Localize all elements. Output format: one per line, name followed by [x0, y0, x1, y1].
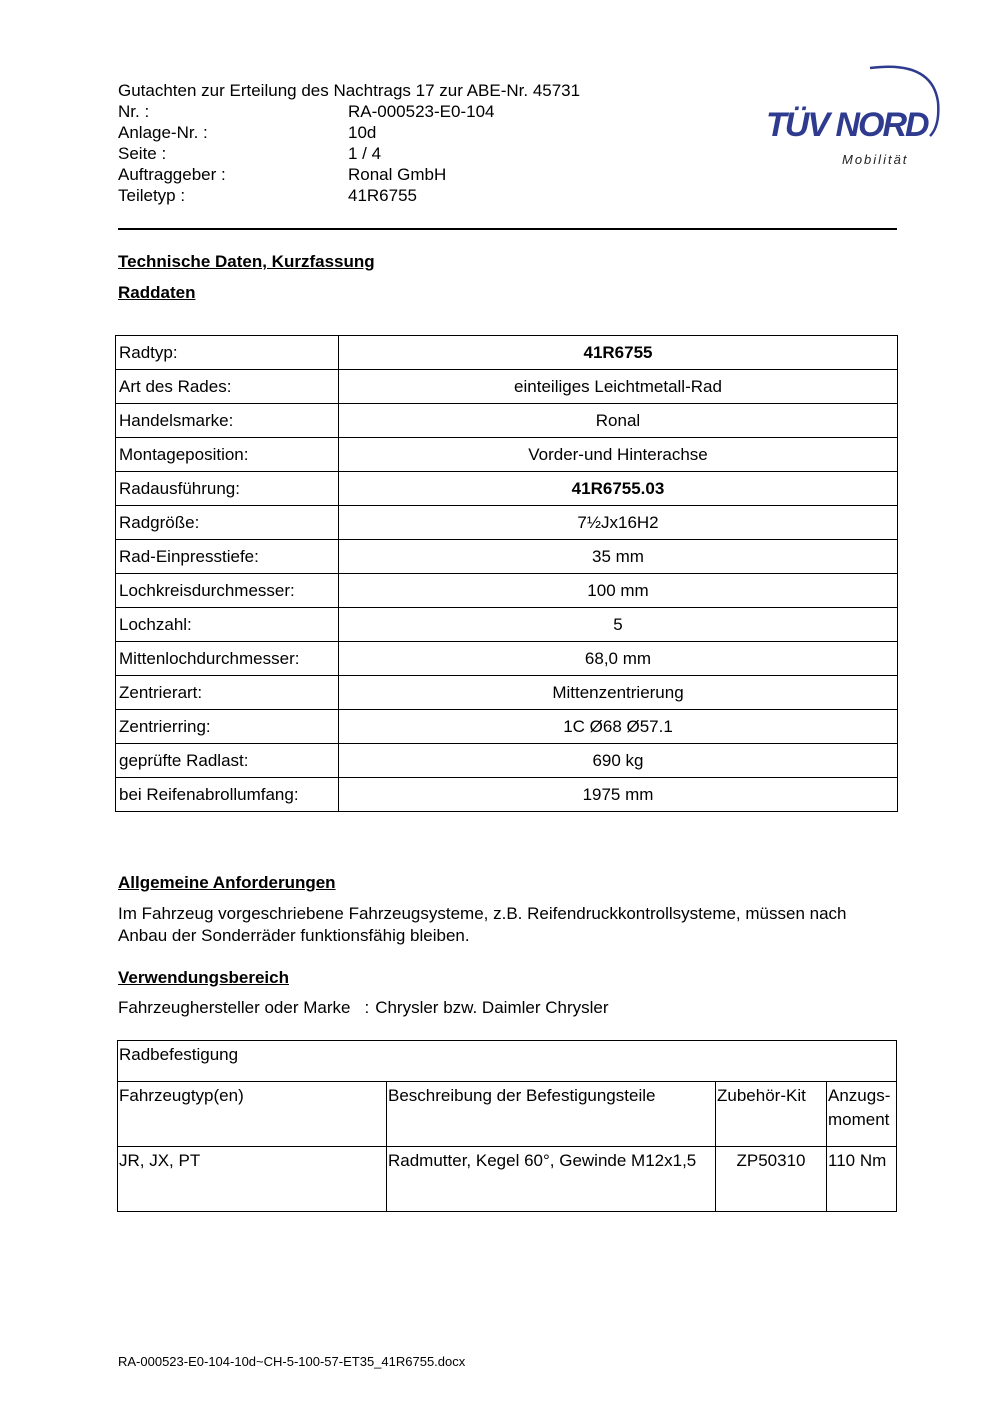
- raddaten-value: 41R6755: [339, 336, 898, 370]
- header-row-anlage: [118, 122, 638, 143]
- header-label: Nr. :: [118, 102, 150, 121]
- table-row: [118, 1147, 897, 1212]
- raddaten-value: 690 kg: [339, 744, 898, 778]
- table-row: [116, 778, 898, 812]
- raddaten-label: Radgröße:: [116, 506, 339, 540]
- table-row: [116, 744, 898, 778]
- raddaten-label: bei Reifenabrollumfang:: [116, 778, 339, 812]
- header-value: RA-000523-E0-104: [348, 102, 495, 121]
- raddaten-label: Lochkreisdurchmesser:: [116, 574, 339, 608]
- table-row: [116, 608, 898, 642]
- befestigung-header-row: [118, 1082, 897, 1147]
- raddaten-value: 1C Ø68 Ø57.1: [339, 710, 898, 744]
- raddaten-value: 7½Jx16H2: [339, 506, 898, 540]
- cell-anzugsmoment: 110 Nm: [827, 1147, 897, 1212]
- footer-filename: RA-000523-E0-104-10d~CH-5-100-57-ET35_41R6755.docx: [118, 1354, 466, 1369]
- table-row: [116, 574, 898, 608]
- raddaten-label: Handelsmarke:: [116, 404, 339, 438]
- raddaten-label: Art des Rades:: [116, 370, 339, 404]
- table-row: [116, 472, 898, 506]
- svg-text:Mobilität: Mobilität: [842, 152, 909, 167]
- header-divider: [118, 228, 897, 230]
- befestigung-title: Radbefestigung: [118, 1041, 897, 1082]
- header-label: Seite :: [118, 144, 167, 163]
- table-row: [116, 710, 898, 744]
- section-title-allgemein: Allgemeine Anforderungen: [118, 873, 336, 892]
- header-fahrzeugtyp: Fahrzeugtyp(en): [118, 1082, 387, 1147]
- verwendung-label: Fahrzeughersteller oder Marke: [118, 998, 351, 1017]
- header-row-seite: [118, 143, 638, 164]
- raddaten-label: Mittenlochdurchmesser:: [116, 642, 339, 676]
- table-row: [116, 404, 898, 438]
- header-value: 1 / 4: [348, 144, 382, 163]
- table-row: [116, 676, 898, 710]
- header-anzugsmoment: Anzugs-moment: [827, 1082, 897, 1147]
- verwendung-value: Chrysler bzw. Daimler Chrysler: [375, 998, 609, 1017]
- raddaten-label: Montageposition:: [116, 438, 339, 472]
- befestigung-table: [117, 1040, 897, 1212]
- header-label: Anlage-Nr. :: [118, 123, 208, 142]
- raddaten-value: einteiliges Leichtmetall-Rad: [339, 370, 898, 404]
- table-row: [116, 506, 898, 540]
- raddaten-value: Mittenzentrierung: [339, 676, 898, 710]
- section-title-verwendung: Verwendungsbereich: [118, 968, 289, 987]
- table-row: [116, 642, 898, 676]
- verwendung-line: [118, 998, 609, 1018]
- svg-text:TÜV NORD: TÜV NORD: [766, 106, 928, 144]
- raddaten-label: Zentrierart:: [116, 676, 339, 710]
- header-value: 10d: [348, 123, 377, 142]
- header-label: Teiletyp :: [118, 186, 186, 205]
- raddaten-value: 41R6755.03: [339, 472, 898, 506]
- header-value: 41R6755: [348, 186, 418, 205]
- raddaten-value: 100 mm: [339, 574, 898, 608]
- raddaten-value: 35 mm: [339, 540, 898, 574]
- raddaten-label: Zentrierring:: [116, 710, 339, 744]
- raddaten-label: Rad-Einpresstiefe:: [116, 540, 339, 574]
- header-row-nr: [118, 101, 638, 122]
- raddaten-label: geprüfte Radlast:: [116, 744, 339, 778]
- header-value: Ronal GmbH: [348, 165, 447, 184]
- table-row: [116, 438, 898, 472]
- header-title: Gutachten zur Erteilung des Nachtrags 17 zur ABE-Nr. 45731: [118, 81, 581, 100]
- raddaten-value: 1975 mm: [339, 778, 898, 812]
- raddaten-value: Ronal: [339, 404, 898, 438]
- table-row: [116, 370, 898, 404]
- raddaten-label: Radausführung:: [116, 472, 339, 506]
- section-title-technische: Technische Daten, Kurzfassung: [118, 252, 375, 271]
- cell-zubehoer-kit: ZP50310: [716, 1147, 827, 1212]
- table-row: [116, 336, 898, 370]
- header-row-auftraggeber: [118, 164, 638, 185]
- header-zubehoer-kit: Zubehör-Kit: [716, 1082, 827, 1147]
- header-label: Auftraggeber :: [118, 165, 226, 184]
- raddaten-value: 5: [339, 608, 898, 642]
- raddaten-value: 68,0 mm: [339, 642, 898, 676]
- header-beschreibung: Beschreibung der Befestigungsteile: [387, 1082, 716, 1147]
- tuv-nord-logo: [760, 56, 940, 176]
- raddaten-label: Radtyp:: [116, 336, 339, 370]
- cell-fahrzeugtyp: JR, JX, PT: [118, 1147, 387, 1212]
- table-row: [116, 540, 898, 574]
- verwendung-colon: :: [364, 998, 370, 1017]
- befestigung-title-row: [118, 1041, 897, 1082]
- allgemein-paragraph: Im Fahrzeug vorgeschriebene Fahrzeugsysteme, z.B. Reifendruckkontrollsysteme, müssen nach Anbau der Sonderräder funktionsfähig bleiben.: [118, 904, 847, 945]
- raddaten-label: Lochzahl:: [116, 608, 339, 642]
- document-header: [118, 80, 638, 206]
- cell-beschreibung: Radmutter, Kegel 60°, Gewinde M12x1,5: [387, 1147, 716, 1212]
- header-row-teiletyp: [118, 185, 638, 206]
- raddaten-table: [115, 335, 898, 812]
- raddaten-value: Vorder-und Hinterachse: [339, 438, 898, 472]
- section-title-raddaten: Raddaten: [118, 283, 196, 302]
